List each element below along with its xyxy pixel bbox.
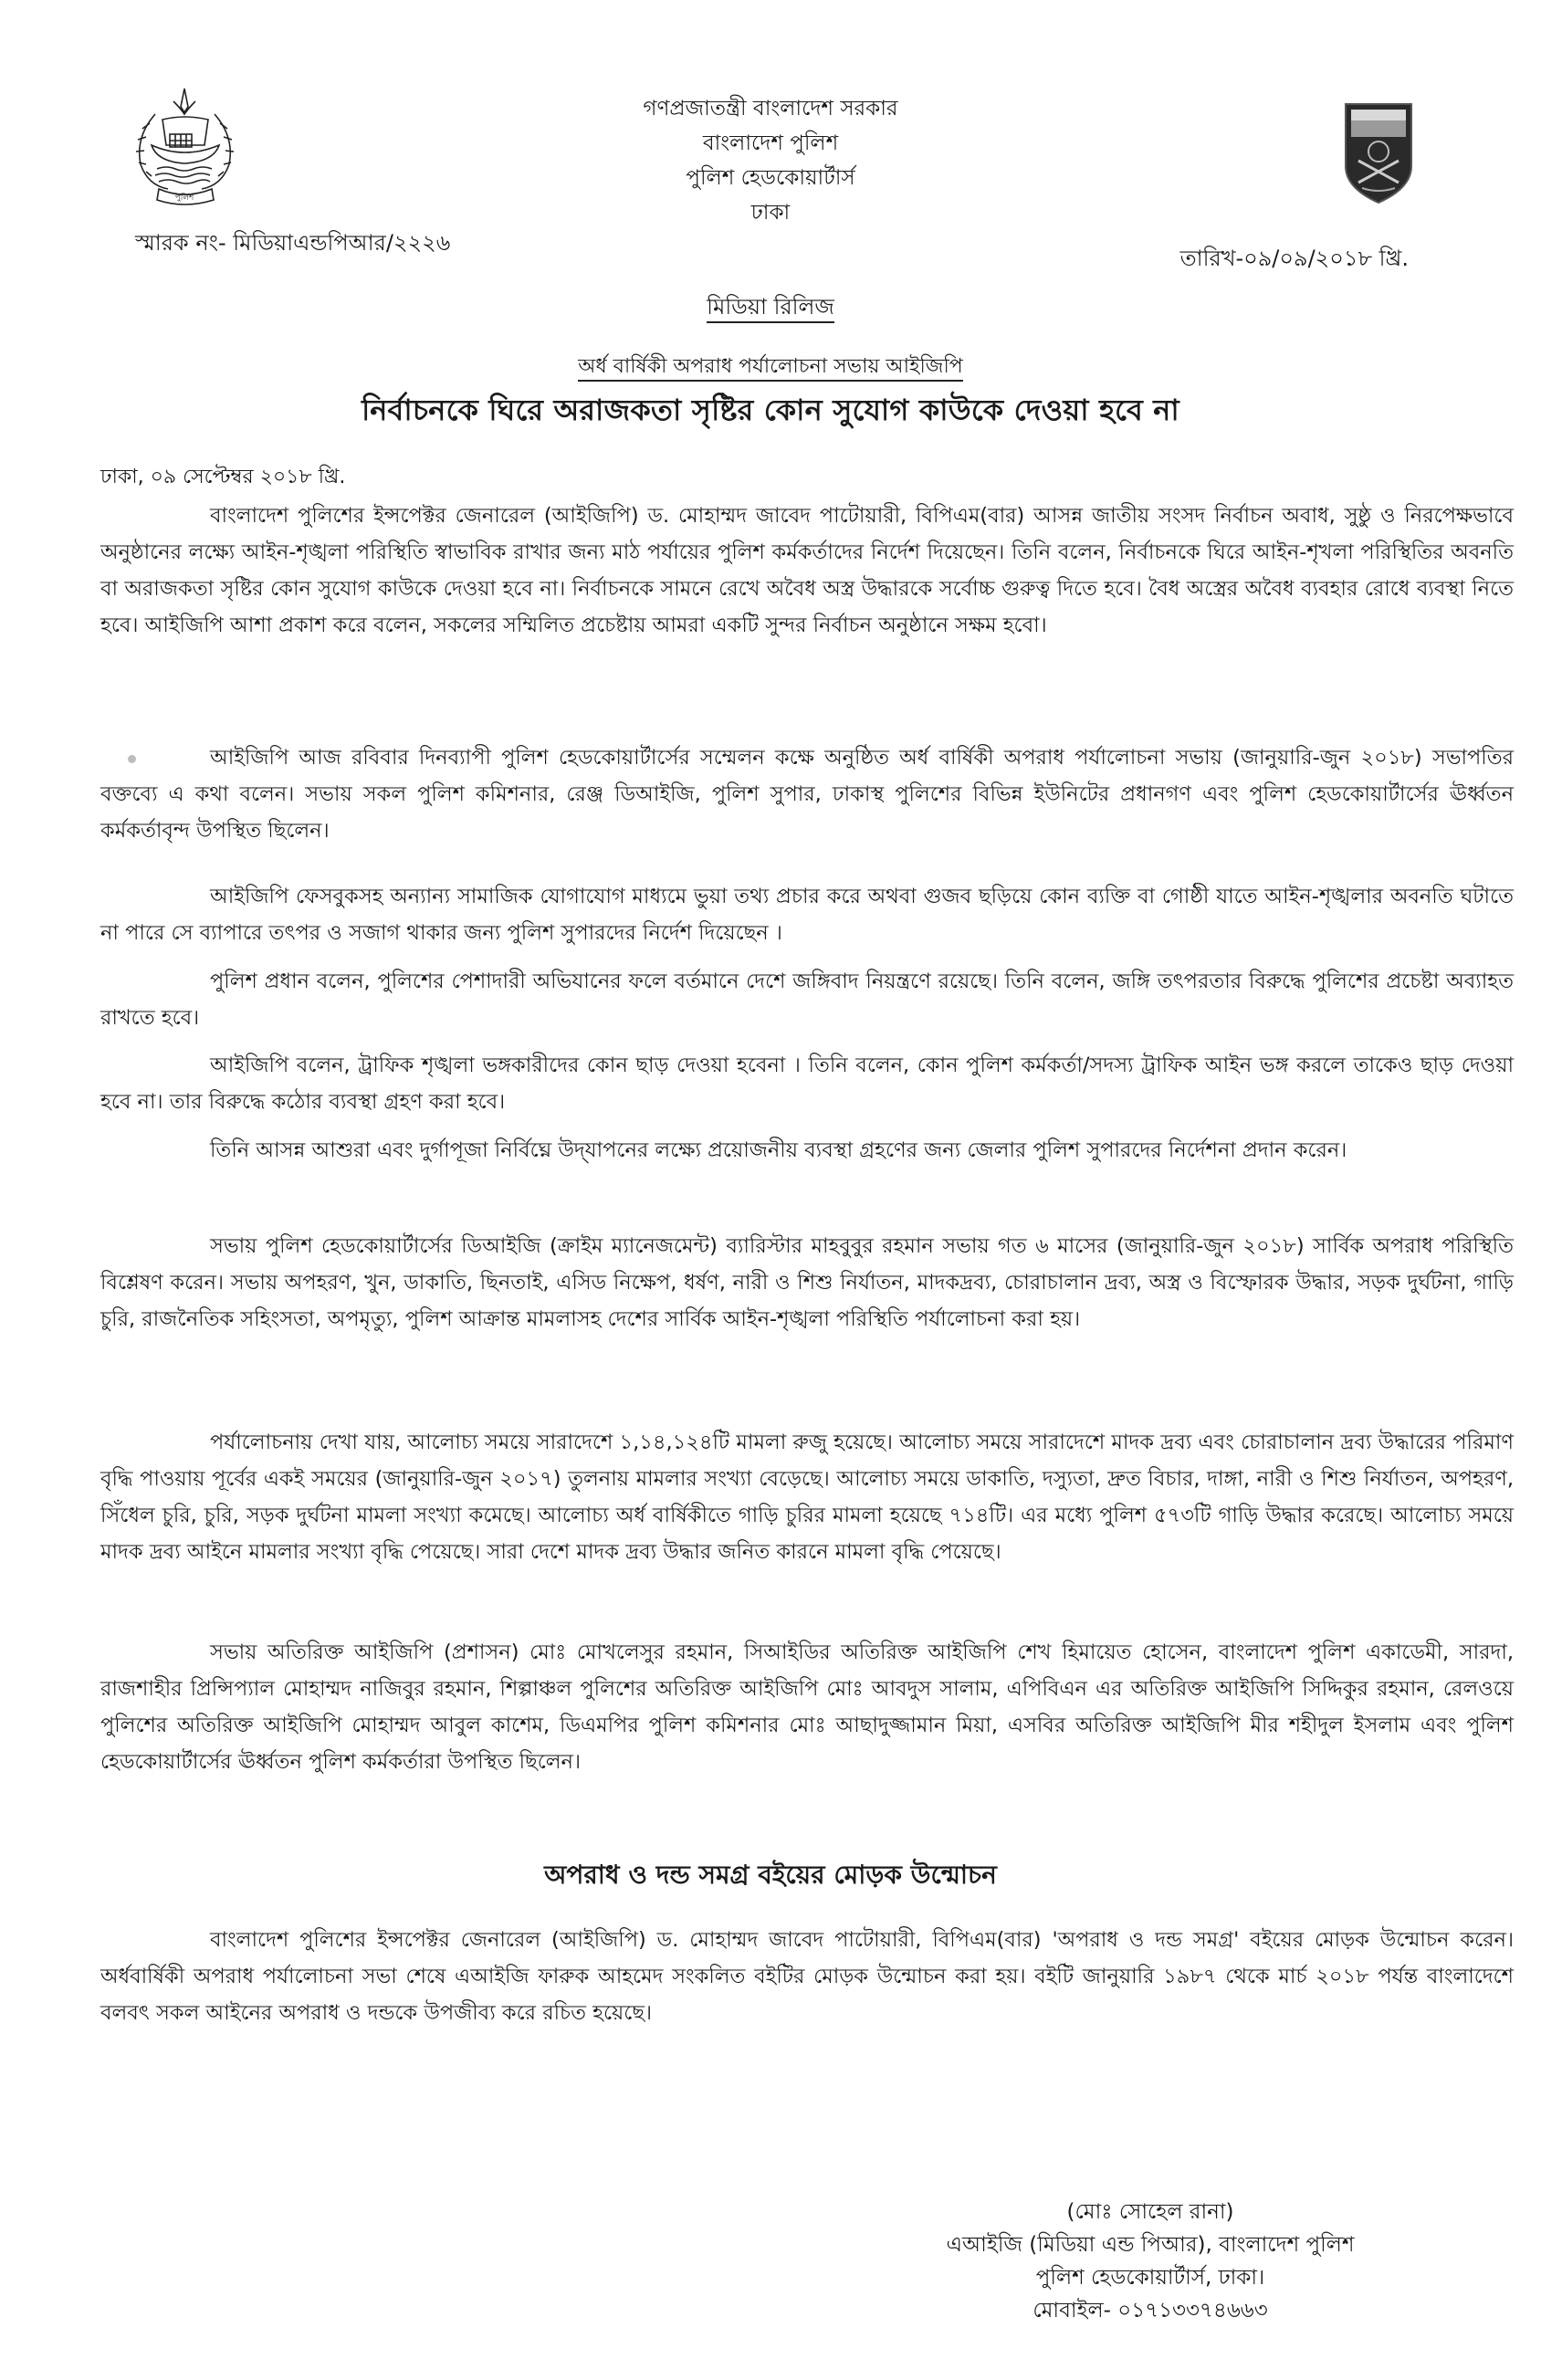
book-section-paragraph: বাংলাদেশ পুলিশের ইন্সপেক্টর জেনারেল (আইজিপি) ড. মোহাম্মদ জাবেদ পাটোয়ারী, বিপিএম(বার) 'অপরাধ ও দন্ড সমগ্র' বইয়ের মোড়ক উন্মোচন করেন। অর্ধবার্ষিকী অপরাধ পর্যালোচনা সভা শেষে এআইজি ফারুক আহমেদ সংকলিত বইটির মোড়ক উন্মোচন করা হয়। বইটি জানুয়ারি ১৯৮৭ থেকে মার্চ ২০১৮ পর্যন্ত বাংলাদেশে বলবৎ সকল আইনের অপরাধ ও দন্ডকে উপজীব্য করে রচিত হয়েছে।: [100, 1928, 1514, 2025]
paragraph-5: আইজিপি বলেন, ট্রাফিক শৃঙ্খলা ভঙ্গকারীদের কোন ছাড় দেওয়া হবেনা । তিনি বলেন, কোন পুলিশ কর্মকর্তা/সদস্য ট্রাফিক আইন ভঙ্গ করলে তাকেও ছাড় দেওয়া হবে না। তার বিরুদ্ধে কঠোর ব্যবস্থা গ্রহণ করা হবে।: [100, 1054, 1514, 1114]
document-date: তারিখ-০৯/০৯/২০১৮ খ্রি.: [1179, 246, 1409, 271]
release-title: [0, 290, 1541, 327]
paragraph-8: পর্যালোচনায় দেখা যায়, আলোচ্য সময়ে সারাদেশে ১,১৪,১২৪টি মামলা রুজু হয়েছে। আলোচ্য সময়ে সারাদেশে মাদক দ্রব্য এবং চোরাচালান দ্রব্য উদ্ধারের পরিমাণ বৃদ্ধি পাওয়ায় পূর্বের একই সময়ের (জানুয়ারি-জুন ২০১৭) তুলনায় মামলার সংখ্যা বেড়েছে। আলোচ্য সময়ে ডাকাতি, দস্যুতা, দ্রুত বিচার, দাঙ্গা, নারী ও শিশু নির্যাতন, অপহরণ, সিঁধেল চুরি, চুরি, সড়ক দুর্ঘটনা মামলা সংখ্যা কমেছে। আলোচ্য অর্ধ বার্ষিকীতে গাড়ি চুরির মামলা হয়েছে ৭১৪টি। এর মধ্যে পুলিশ ৫৭৩টি গাড়ি উদ্ধার করেছে। আলোচ্য সময়ে মাদক দ্রব্য আইনে মামলার সংখ্যা বৃদ্ধি পেয়েছে। সারা দেশে মাদক দ্রব্য উদ্ধার জনিত কারনে মামলা বৃদ্ধি পেয়েছে।: [100, 1431, 1514, 1564]
letterhead: [497, 91, 1044, 230]
letterhead-line-police: বাংলাদেশ পুলিশ: [702, 131, 839, 155]
headline: নির্বাচনকে ঘিরে অরাজকতা সৃষ্টির কোন সুযোগ কাউকে দেওয়া হবে না: [362, 393, 1179, 427]
book-section-heading: অপরাধ ও দন্ড সমগ্র বইয়ের মোড়ক উন্মোচন: [544, 1860, 997, 1890]
police-headquarters-shield-icon: [1342, 100, 1415, 205]
letterhead-line-headquarters: পুলিশ হেডকোয়ার্টার্স: [686, 166, 855, 190]
letterhead-line-city: ঢাকা: [750, 201, 791, 225]
sub-title: [0, 351, 1541, 384]
dateline: ঢাকা, ০৯ সেপ্টেম্বর ২০১৮ খ্রি.: [100, 466, 346, 488]
bangladesh-police-emblem-icon: [128, 87, 242, 210]
signatory-name: (মোঃ সোহেল রানা): [1066, 2200, 1234, 2224]
paragraph-9: সভায় অতিরিক্ত আইজিপি (প্রশাসন) মোঃ মোখলেসুর রহমান, সিআইডির অতিরিক্ত আইজিপি শেখ হিমায়েত হোসেন, বাংলাদেশ পুলিশ একাডেমী, সারদা, রাজশাহীর প্রিন্সিপ্যাল মোহাম্মদ নাজিবুর রহমান, শিল্পাঞ্চল পুলিশের অতিরিক্ত আইজিপি মোঃ আবদুস সালাম, এপিবিএন এর অতিরিক্ত আইজিপি সিদ্দিকুর রহমান, রেলওয়ে পুলিশের অতিরিক্ত আইজিপি মোহাম্মদ আবুল কাশেম, ডিএমপির পুলিশ কমিশনার মোঃ আছাদুজ্জামান মিয়া, এসবির অতিরিক্ত আইজিপি মীর শহীদুল ইসলাম এবং পুলিশ হেডকোয়ার্টার্সের ঊর্ধ্বতন পুলিশ কর্মকর্তারা উপস্থিত ছিলেন।: [100, 1641, 1514, 1774]
paragraph-3: আইজিপি ফেসবুকসহ অন্যান্য সামাজিক যোগাযোগ মাধ্যমে ভুয়া তথ্য প্রচার করে অথবা গুজব ছড়িয়ে কোন ব্যক্তি বা গোষ্ঠী যাতে আইন-শৃঙ্খলার অবনতি ঘটাতে না পারে সে ব্যাপারে তৎপর ও সজাগ থাকার জন্য পুলিশ সুপারদের নির্দেশ দিয়েছেন ।: [100, 885, 1514, 945]
letterhead-line-government: গণপ্রজাতন্ত্রী বাংলাদেশ সরকার: [643, 97, 898, 121]
paragraph-1: বাংলাদেশ পুলিশের ইন্সপেক্টর জেনারেল (আইজিপি) ড. মোহাম্মদ জাবেদ পাটোয়ারী, বিপিএম(বার) আসন্ন জাতীয় সংসদ নির্বাচন অবাধ, সুষ্ঠু ও নিরপেক্ষভাবে অনুষ্ঠানের লক্ষ্যে আইন-শৃঙ্খলা পরিস্থিতি স্বাভাবিক রাখার জন্য মাঠ পর্যায়ের পুলিশ কর্মকর্তাদের নির্দেশ দিয়েছেন। তিনি বলেন, নির্বাচনকে ঘিরে আইন-শৃখলা পরিস্থিতির অবনতি বা অরাজকতা সৃষ্টির কোন সুযোগ কাউকে দেওয়া হবে না। নির্বাচনকে সামনে রেখে অবৈধ অস্ত্র উদ্ধারকে সর্বোচ্চ গুরুত্ব দিতে হবে। বৈধ অস্ত্রের অবৈধ ব্যবহার রোধে ব্যবস্থা নিতে হবে। আইজিপি আশা প্রকাশ করে বলেন, সকলের সম্মিলিত প্রচেষ্টায় আমরা একটি সুন্দর নির্বাচন অনুষ্ঠানে সক্ষম হবো।: [100, 504, 1514, 637]
signatory-mobile: মোবাইল- ০১৭১৩৩৭৪৬৬৩: [1033, 2299, 1268, 2322]
release-title-text: মিডিয়া রিলিজ: [707, 294, 834, 323]
paragraph-7: সভায় পুলিশ হেডকোয়ার্টার্সের ডিআইজি (ক্রাইম ম্যানেজমেন্ট) ব্যারিস্টার মাহবুবুর রহমান সভায় গত ৬ মাসের (জানুয়ারি-জুন ২০১৮) সার্বিক অপরাধ পরিস্থিতি বিশ্লেষণ করেন। সভায় অপহরণ, খুন, ডাকাতি, ছিনতাই, এসিড নিক্ষেপ, ধর্ষণ, নারী ও শিশু নির্যাতন, মাদকদ্রব্য, চোরাচালান দ্রব্য, অস্ত্র ও বিস্ফোরক উদ্ধার, সড়ক দুর্ঘটনা, গাড়ি চুরি, রাজনৈতিক সহিংসতা, অপমৃত্যু, পুলিশ আক্রান্ত মামলাসহ দেশের সার্বিক আইন-শৃঙ্খলা পরিস্থিতি পর্যালোচনা করা হয়।: [100, 1234, 1514, 1331]
signatory-designation: এআইজি (মিডিয়া এন্ড পিআর), বাংলাদেশ পুলিশ: [946, 2233, 1355, 2257]
emblem-label: পুলিশ: [174, 194, 194, 203]
signature-block: [822, 2196, 1479, 2327]
sub-title-text: অর্ধ বার্ষিকী অপরাধ পর্যালোচনা সভায় আইজিপি: [578, 355, 962, 382]
signatory-office: পুলিশ হেডকোয়ার্টার্স, ঢাকা।: [1035, 2266, 1265, 2290]
paragraph-4: পুলিশ প্রধান বলেন, পুলিশের পেশাদারী অভিযানের ফলে বর্তমানে দেশে জঙ্গিবাদ নিয়ন্ত্রণে রয়েছে। তিনি বলেন, জঙ্গি তৎপরতার বিরুদ্ধে পুলিশের প্রচেষ্টা অব্যাহত রাখতে হবে।: [100, 970, 1514, 1030]
memo-number: স্মারক নং- মিডিয়াএন্ডপিআর/২২২৬: [135, 230, 451, 256]
paragraph-6: তিনি আসন্ন আশুরা এবং দুর্গাপূজা নির্বিঘ্নে উদ্‌যাপনের লক্ষ্যে প্রয়োজনীয় ব্যবস্থা গ্রহণের জন্য জেলার পুলিশ সুপারদের নির্দেশনা প্রদান করেন।: [210, 1138, 1347, 1162]
paragraph-2: আইজিপি আজ রবিবার দিনব্যাপী পুলিশ হেডকোয়ার্টার্সের সম্মেলন কক্ষে অনুষ্ঠিত অর্ধ বার্ষিকী অপরাধ পর্যালোচনা সভায় (জানুয়ারি-জুন ২০১৮) সভাপতির বক্তব্যে এ কথা বলেন। সভায় সকল পুলিশ কমিশনার, রেঞ্জ ডিআইজি, পুলিশ সুপার, ঢাকাস্থ পুলিশের বিভিন্ন ইউনিটের প্রধানগণ এবং পুলিশ হেডকোয়ার্টার্সের ঊর্ধ্বতন কর্মকর্তাবৃন্দ উপস্থিত ছিলেন।: [100, 746, 1514, 843]
